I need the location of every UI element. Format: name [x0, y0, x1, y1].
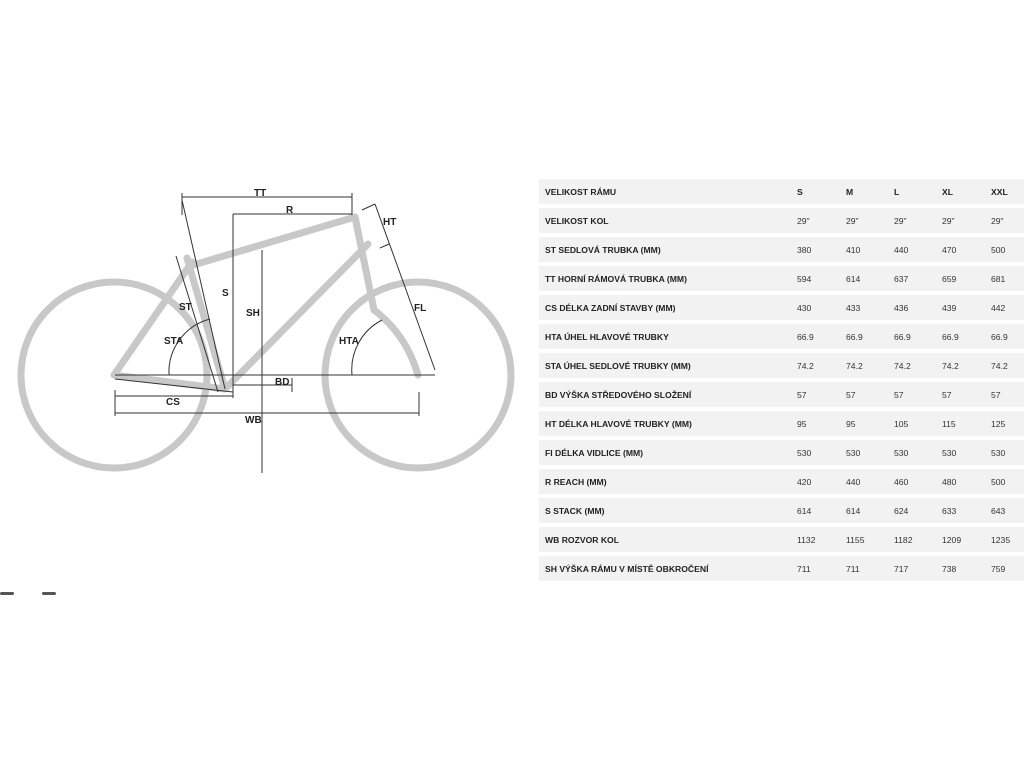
row-value: 57	[894, 382, 942, 407]
table-row	[539, 411, 1024, 436]
row-value: 66.9	[894, 324, 942, 349]
row-value: 105	[894, 411, 942, 436]
label-tt: TT	[254, 188, 267, 199]
table-header-row	[539, 179, 1024, 204]
bike-frame	[114, 217, 418, 389]
label-cs: CS	[166, 397, 180, 408]
row-label: WB ROZVOR KOL	[539, 527, 797, 552]
row-value: 530	[846, 440, 894, 465]
row-label: BD VÝŠKA STŘEDOVÉHO SLOŽENÍ	[539, 382, 797, 407]
row-value: 738	[942, 556, 991, 581]
row-value: 614	[846, 266, 894, 291]
row-value: 1155	[846, 527, 894, 552]
row-value: 430	[797, 295, 846, 320]
dimension-lines	[115, 193, 435, 473]
row-value: 95	[797, 411, 846, 436]
table-row	[539, 556, 1024, 581]
header-cell: XL	[942, 179, 991, 204]
row-value: 711	[846, 556, 894, 581]
row-value: 530	[942, 440, 991, 465]
row-value: 66.9	[942, 324, 991, 349]
label-sta: STA	[164, 336, 184, 347]
header-cell: VELIKOST RÁMU	[539, 179, 797, 204]
label-fl: FL	[414, 303, 427, 314]
row-value: 57	[991, 382, 1024, 407]
row-value: 442	[991, 295, 1024, 320]
row-value: 29"	[942, 208, 991, 233]
row-value: 74.2	[846, 353, 894, 378]
row-value: 410	[846, 237, 894, 262]
label-sh: SH	[246, 308, 260, 319]
row-value: 643	[991, 498, 1024, 523]
label-r: R	[286, 205, 294, 216]
row-value: 460	[894, 469, 942, 494]
table-row	[539, 527, 1024, 552]
table-row	[539, 498, 1024, 523]
row-value: 1132	[797, 527, 846, 552]
row-value: 500	[991, 469, 1024, 494]
row-value: 74.2	[991, 353, 1024, 378]
row-value: 717	[894, 556, 942, 581]
row-label: HT DÉLKA HLAVOVÉ TRUBKY (MM)	[539, 411, 797, 436]
table-row	[539, 237, 1024, 262]
row-value: 470	[942, 237, 991, 262]
label-ht: HT	[383, 217, 397, 228]
label-st: ST	[179, 302, 192, 313]
table-row	[539, 469, 1024, 494]
header-cell: XXL	[991, 179, 1024, 204]
corner-decoration	[42, 592, 56, 595]
row-value: 530	[797, 440, 846, 465]
row-value: 480	[942, 469, 991, 494]
row-value: 614	[797, 498, 846, 523]
row-value: 29"	[846, 208, 894, 233]
row-value: 57	[846, 382, 894, 407]
row-value: 440	[846, 469, 894, 494]
table-row	[539, 324, 1024, 349]
row-value: 530	[894, 440, 942, 465]
row-value: 420	[797, 469, 846, 494]
row-value: 711	[797, 556, 846, 581]
header-cell: S	[797, 179, 846, 204]
row-value: 500	[991, 237, 1024, 262]
row-value: 624	[894, 498, 942, 523]
row-value: 29"	[991, 208, 1024, 233]
geometry-table-body	[539, 179, 1024, 581]
row-value: 614	[846, 498, 894, 523]
table-row	[539, 382, 1024, 407]
row-value: 637	[894, 266, 942, 291]
header-cell: M	[846, 179, 894, 204]
row-value: 1235	[991, 527, 1024, 552]
row-value: 759	[991, 556, 1024, 581]
table-row	[539, 353, 1024, 378]
row-value: 433	[846, 295, 894, 320]
label-bd: BD	[275, 377, 290, 388]
label-s: S	[222, 288, 229, 299]
row-value: 380	[797, 237, 846, 262]
row-label: R REACH (MM)	[539, 469, 797, 494]
row-value: 1182	[894, 527, 942, 552]
row-label: ST SEDLOVÁ TRUBKA (MM)	[539, 237, 797, 262]
label-wb: WB	[245, 415, 262, 426]
row-value: 633	[942, 498, 991, 523]
row-value: 439	[942, 295, 991, 320]
row-value: 95	[846, 411, 894, 436]
row-value: 440	[894, 237, 942, 262]
row-value: 436	[894, 295, 942, 320]
row-value: 29"	[797, 208, 846, 233]
row-value: 74.2	[942, 353, 991, 378]
row-label: S STACK (MM)	[539, 498, 797, 523]
row-label: VELIKOST KOL	[539, 208, 797, 233]
row-value: 29"	[894, 208, 942, 233]
row-value: 66.9	[846, 324, 894, 349]
row-value: 74.2	[797, 353, 846, 378]
row-label: HTA ÚHEL HLAVOVÉ TRUBKY	[539, 324, 797, 349]
label-hta: HTA	[339, 336, 359, 347]
row-value: 66.9	[797, 324, 846, 349]
row-value: 66.9	[991, 324, 1024, 349]
row-value: 57	[797, 382, 846, 407]
table-row	[539, 266, 1024, 291]
row-value: 115	[942, 411, 991, 436]
row-label: TT HORNÍ RÁMOVÁ TRUBKA (MM)	[539, 266, 797, 291]
row-label: STA ÚHEL SEDLOVÉ TRUBKY (MM)	[539, 353, 797, 378]
row-label: FI DÉLKA VIDLICE (MM)	[539, 440, 797, 465]
row-value: 594	[797, 266, 846, 291]
row-value: 57	[942, 382, 991, 407]
row-value: 1209	[942, 527, 991, 552]
geometry-table	[539, 175, 1024, 585]
row-value: 74.2	[894, 353, 942, 378]
row-label: SH VÝŠKA RÁMU V MÍSTĚ OBKROČENÍ	[539, 556, 797, 581]
row-value: 659	[942, 266, 991, 291]
row-value: 125	[991, 411, 1024, 436]
header-cell: L	[894, 179, 942, 204]
table-row	[539, 208, 1024, 233]
table-row	[539, 440, 1024, 465]
corner-decoration	[0, 592, 14, 595]
row-label: CS DÉLKA ZADNÍ STAVBY (MM)	[539, 295, 797, 320]
row-value: 681	[991, 266, 1024, 291]
row-value: 530	[991, 440, 1024, 465]
table-row	[539, 295, 1024, 320]
